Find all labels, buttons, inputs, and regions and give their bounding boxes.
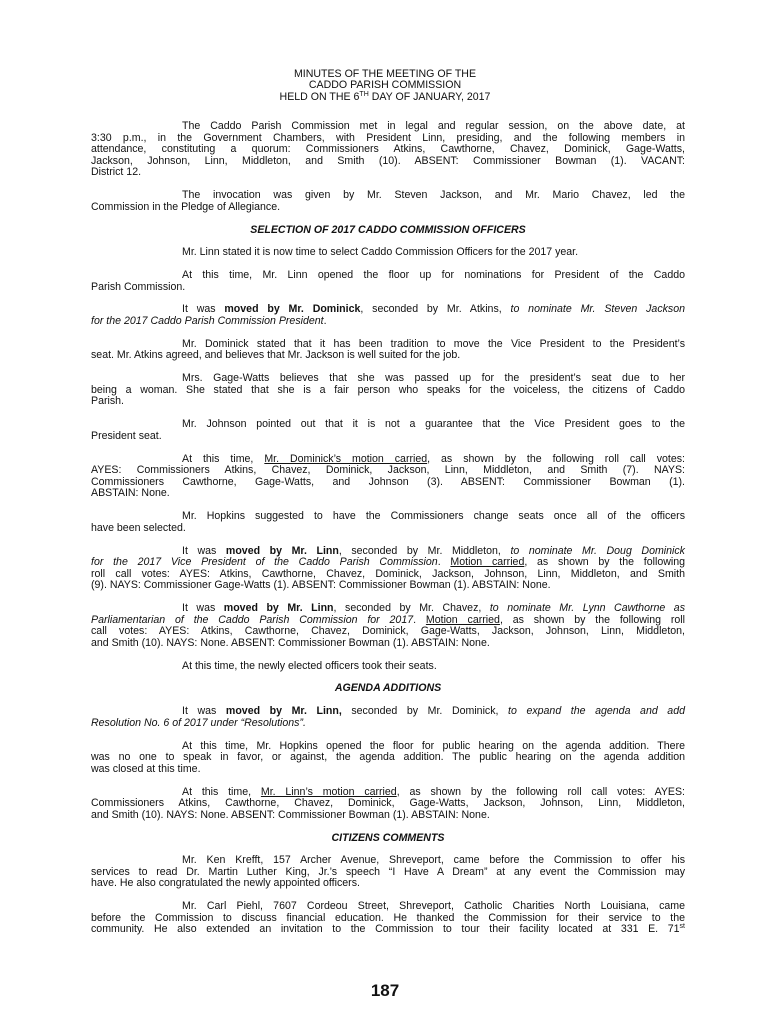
paragraph [91,603,685,649]
text-line [91,385,685,397]
text-run: It was [182,303,225,316]
paragraph [91,270,685,293]
text-run: Mr. Hopkins suggested to have the Commissioners change seats once all of the officers [182,510,685,523]
bold-text: moved by Mr. Linn, [225,705,342,718]
text-line [91,580,685,592]
text-run: Mr. Dominick stated that it has been tradition to move the Vice President to the President’s [182,337,685,350]
text-line [91,167,685,179]
text-run: At this time, the newly elected officers took their seats. [182,659,437,672]
text-run: ABSTAIN: None. [91,487,170,500]
text-line [91,718,685,730]
text-run: , as shown by the following roll call votes: AYES: [396,785,685,798]
text-run: , seconded by Mr. Atkins, [360,303,511,316]
bold-text: moved by Mr. Linn [225,544,339,557]
text-line [91,523,685,535]
underlined-text: Motion carried [450,556,525,569]
text-run: Mr. Carl Piehl, 7607 Cordeou Street, Shreveport, Catholic Charities North Louisiana, came [182,900,685,913]
text-run: At this time, Mr. Hopkins opened the floor for public hearing on the agenda addition. There [182,739,685,752]
underlined-text: Motion carried [425,613,500,626]
paragraph [91,121,685,179]
underlined-text: Mr. Dominick’s motion carried [264,452,428,465]
section-heading: AGENDA ADDITIONS [334,682,442,695]
text-run: and Smith (10). NAYS: None. ABSENT: Commissioner Bowman (1). ABSTAIN: None. [91,636,490,649]
text-run: services to read Dr. Martin Luther King, Jr.’s speech “I Have A Dream” at any event the Commission may [91,865,685,878]
header-line-3: HELD ON THE 6TH DAY OF JANUARY, 2017 [279,90,491,103]
text-run: President seat. [91,429,162,442]
text-run: and Smith (10). NAYS: None. ABSENT: Commissioner Bowman (1). ABSTAIN: None. [91,808,490,821]
minutes-body [91,121,685,947]
text-run: , seconded by Mr. Chavez, [333,602,490,615]
italic-text: to nominate Mr. Steven Jackson [510,303,685,316]
paragraph [91,661,685,673]
text-line [91,316,685,328]
text-run: It was [182,602,224,615]
paragraph [91,706,685,729]
text-line [91,810,685,822]
paragraph [91,511,685,534]
text-run: , as shown by the following [524,556,686,569]
text-run: The invocation was given by Mr. Steven Jackson, and Mr. Mario Chavez, led the [182,189,685,202]
paragraph [91,419,685,442]
italic-text: Parliamentarian of the Caddo Parish Commission for 2017 [91,613,414,626]
bold-text: moved by Mr. Dominick [224,303,361,316]
text-run: , seconded by Mr. Middleton, [338,544,511,557]
text-run: have. He also congratulated the newly appointed officers. [91,877,360,890]
paragraph [91,304,685,327]
text-run: community. He also extended an invitation to the Commission to tour their facility located at 331 E. 71 [91,923,680,936]
text-line [91,638,685,650]
text-line [91,202,685,214]
paragraph [91,339,685,362]
text-run: roll call votes: AYES: Atkins, Cawthorne, Chavez, Dominick, Jackson, Johnson, Linn, Middleton, and Smith [91,567,685,580]
paragraph [91,855,685,890]
text-line [91,661,685,673]
text-run: At this time, [182,785,261,798]
text-run: call votes: AYES: Atkins, Cawthorne, Chavez, Dominick, Gage-Watts, Jackson, Johnson, Linn, Middleton, [91,625,685,638]
text-run: Parish Commission. [91,280,186,293]
text-line [91,247,685,259]
italic-text: to nominate Mr. Doug Dominick [510,544,685,557]
paragraph [91,901,685,936]
text-line [91,419,685,431]
text-run: (9). NAYS: Commissioner Gage-Watts (1). ABSENT: Commissioner Bowman (1). ABSTAIN: None. [91,579,551,592]
text-run: Mr. Ken Krefft, 157 Archer Avenue, Shreveport, came before the Commission to offer his [182,854,685,867]
text-line [91,477,685,489]
underlined-text: Mr. Linn’s motion carried [260,785,397,798]
text-run: seat. Mr. Atkins agreed, and believes that Mr. Jackson is well suited for the job. [91,349,461,362]
text-run: being a woman. She stated that she is a fair person who speaks for the voiceless, the citizens of Caddo [91,383,685,396]
text-line [91,156,685,168]
text-run: It was [182,544,226,557]
text-run: Mr. Johnson pointed out that it is not a guarantee that the Vice President goes to the [182,418,685,431]
paragraph [91,190,685,213]
page-number: 187 [370,981,400,1000]
italic-text: to expand the agenda and add [508,705,685,718]
text-run: seconded by Mr. Dominick, [341,705,509,718]
header-line-2: CADDO PARISH COMMISSION [308,79,462,92]
text-run: District 12. [91,166,142,179]
paragraph [91,741,685,776]
text-run: have been selected. [91,521,186,534]
text-line [91,282,685,294]
text-run: before the Commission to discuss financial education. He thanked the Commission for their service to the [91,911,685,924]
italic-text: for the 2017 Vice President of the Caddo Parish Commission [91,556,438,569]
text-run: . [437,556,451,569]
text-line [91,924,685,936]
text-run: attendance, constituting a quorum: Commissioners Atkins, Cawthorne, Chavez, Dominick, Gage-Watts, [91,143,685,156]
text-run: Mrs. Gage-Watts believes that she was passed up for the president’s seat due to her [182,372,685,385]
text-run: was no one to speak in favor, or against, the agenda addition. The public hearing on the agenda addition [91,751,685,764]
paragraph [91,454,685,500]
bold-text: moved by Mr. Linn [223,602,334,615]
text-run: st [679,923,685,931]
text-line [91,878,685,890]
paragraph [91,787,685,822]
text-run: Mr. Linn stated it is now time to select Caddo Commission Officers for the 2017 year. [182,246,579,259]
italic-text: for the 2017 Caddo Parish Commission President [91,315,324,328]
text-run: Commissioners Cawthorne, Gage-Watts, and Johnson (3). ABSENT: Commissioner Bowman (1). [91,475,685,488]
text-run: was closed at this time. [91,762,201,775]
header-line-1: MINUTES OF THE MEETING OF THE [293,68,477,80]
italic-text: Resolution No. 6 of 2017 under “Resolutions”. [91,716,306,729]
paragraph [91,247,685,259]
text-line [91,396,685,408]
text-line [91,431,685,443]
text-run: Commission in the Pledge of Allegiance. [91,200,281,213]
text-run: Commissioners Atkins, Cawthorne, Chavez, Dominick, Gage-Watts, Jackson, Johnson, Linn, Middleton, [91,797,685,810]
text-run: The Caddo Parish Commission met in legal and regular session, on the above date, at [182,120,685,132]
paragraph [91,373,685,408]
text-run: . [323,315,327,328]
text-run: , as shown by the following roll [499,613,686,626]
section-heading: SELECTION OF 2017 CADDO COMMISSION OFFICERS [250,223,526,236]
text-line [91,764,685,776]
italic-text: to nominate Mr. Lynn Cawthorne as [489,602,685,615]
text-run: At this time, [182,452,265,465]
text-line [91,488,685,500]
minutes-header [0,69,770,103]
text-run: Parish. [91,395,124,408]
text-run: At this time, Mr. Linn opened the floor up for nominations for President of the Caddo [182,269,685,282]
text-run: . [413,613,426,626]
text-run: It was [182,705,226,718]
text-run: Jackson, Johnson, Linn, Middleton, and Smith (10). ABSENT: Commissioner Bowman (1). VACANT: [91,154,685,167]
text-run: AYES: Commissioners Atkins, Chavez, Dominick, Jackson, Linn, Middleton, and Smith (7). NAYS: [91,464,685,477]
section-heading: CITIZENS COMMENTS [331,831,445,844]
paragraph [91,546,685,592]
text-line [91,350,685,362]
text-run: , as shown by the following roll call votes: [427,452,685,465]
text-run: 3:30 p.m., in the Government Chambers, with President Linn, presiding, and the following members in [91,131,685,144]
